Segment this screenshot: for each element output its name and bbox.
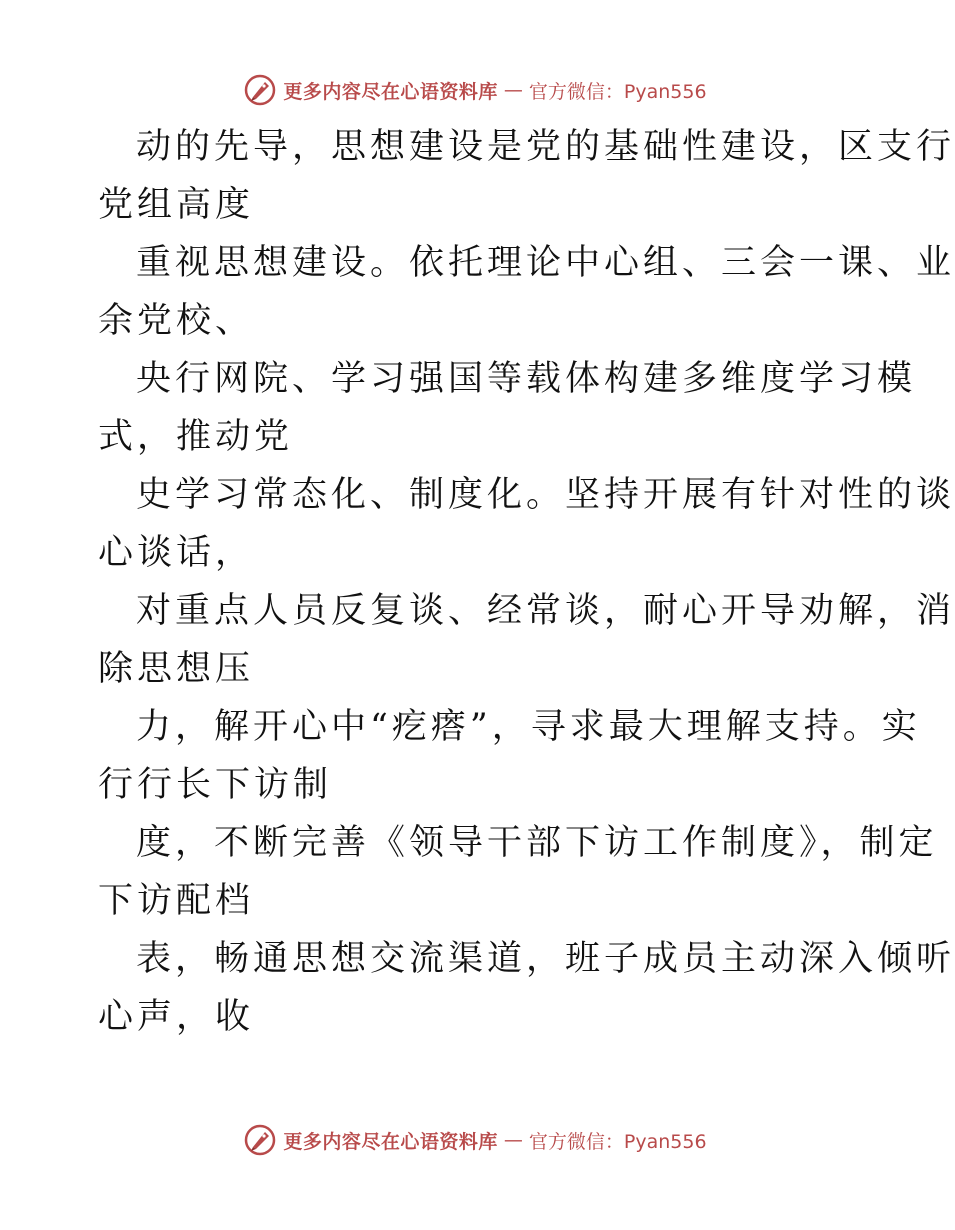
body-line: 行行长下访制 bbox=[98, 765, 333, 805]
watermark-brand-text: 更多内容尽在心语资料库 bbox=[283, 1130, 498, 1153]
pen-nib-logo-icon bbox=[243, 1123, 277, 1157]
body-line: 党组高度 bbox=[98, 185, 255, 225]
watermark-separator: — bbox=[503, 1129, 523, 1151]
body-line: 式，推动党 bbox=[98, 417, 294, 457]
watermark-separator: — bbox=[503, 79, 523, 101]
body-line: 心谈话， bbox=[98, 533, 255, 573]
header-watermark bbox=[0, 70, 950, 110]
body-line: 除思想压 bbox=[98, 649, 255, 689]
watermark-wechat-text: 官方微信：Pyan556 bbox=[528, 80, 707, 103]
pen-nib-logo-icon bbox=[243, 73, 277, 107]
footer-watermark bbox=[0, 1120, 950, 1160]
body-line: 重视思想建设。依托理论中心组、三会一课、业 bbox=[136, 243, 955, 283]
body-line: 表，畅通思想交流渠道，班子成员主动深入倾听 bbox=[136, 939, 955, 979]
body-line: 史学习常态化、制度化。坚持开展有针对性的谈 bbox=[136, 475, 955, 515]
body-line: 央行网院、学习强国等载体构建多维度学习模 bbox=[136, 359, 917, 399]
body-line: 力，解开心中“疙瘩”，寻求最大理解支持。实 bbox=[136, 707, 921, 747]
body-line: 对重点人员反复谈、经常谈，耐心开导劝解，消 bbox=[136, 591, 955, 631]
body-line: 余党校、 bbox=[98, 301, 255, 341]
body-line: 下访配档 bbox=[98, 881, 255, 921]
watermark-brand-text: 更多内容尽在心语资料库 bbox=[283, 80, 498, 103]
watermark-wechat-text: 官方微信：Pyan556 bbox=[528, 1130, 707, 1153]
body-line: 度，不断完善《领导干部下访工作制度》，制定 bbox=[136, 823, 938, 863]
body-text bbox=[98, 118, 955, 1046]
body-line: 心声，收 bbox=[98, 997, 255, 1037]
body-line: 动的先导，思想建设是党的基础性建设，区支行 bbox=[136, 127, 955, 167]
